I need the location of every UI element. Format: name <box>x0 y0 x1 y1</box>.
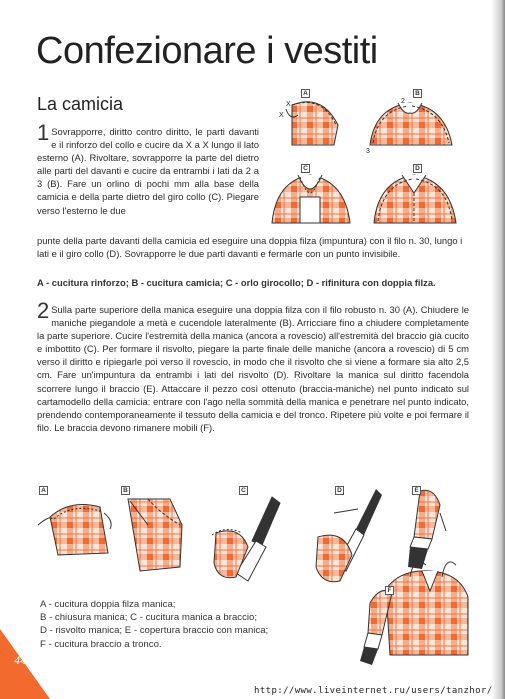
figure-top-a <box>286 102 338 145</box>
figure-label-bottom-f: F <box>385 586 394 595</box>
figure-label-bottom-c: C <box>239 486 248 495</box>
figure-mark-3: 3 <box>366 148 370 155</box>
figure-mark-x2: X <box>279 112 284 119</box>
figure-bottom-d <box>316 489 382 582</box>
section-subtitle: La camicia <box>37 94 124 114</box>
step2-legend <box>40 598 268 651</box>
figure-bottom-e <box>408 490 446 569</box>
step1-paragraph-a <box>37 120 259 217</box>
figure-label-top-d: D <box>413 164 422 173</box>
step2-paragraph <box>37 298 469 434</box>
step1-number: 1 <box>37 120 50 145</box>
legend-line: A - cucitura doppia filza manica; <box>40 599 176 610</box>
legend-line: B - chiusura manica; C - cucitura manica a braccio; <box>40 612 258 624</box>
figure-mark-x1: X <box>286 101 291 108</box>
figure-top-b <box>370 103 452 145</box>
legend-line: F - cucitura braccio a tronco. <box>40 638 162 650</box>
watermark-url: http://www.liveinternet.ru/users/tanzhor/ <box>254 686 493 696</box>
figure-label-bottom-e: E <box>412 486 421 495</box>
step2-text: Sulla parte superiore della manica eseguire una doppia filza con il filo robusto n. 30 (A). Chiudere le maniche piegandole a metà e cucendole lateralmente (B). Arricciare fino a chiudere completamente la parte superiore. Cucire l'estremità della manica (ancora a rovescio) all'estremità del braccio già cucito e imbottito (C). Per formare il risvolto, piegare la parte finale delle maniche (ancora a rovescio) di 5 cm verso il diritto e ripiegarle poi verso il rovescio, in modo che il risvolto che si viene a formare sia alto 2,5 cm. Fare un'impuntura da entrambi i lati del risvolto (D). Rivoltare la manica sul diritto facendola scorrere lungo il braccio (E). Attaccare il pezzo così ottenuto (braccia-maniche) nel punto indicato sul cartamodello della camicia: entrare con l'ago nella sommità della manica e penetrare nel punto indicato, prendendo contemporaneamente il tessuto della camicia e del tronco. Ripetere più volte e poi fermare il filo. Le braccia devono rimanere mobili (F). <box>37 304 469 433</box>
page-number: 44 <box>14 655 27 667</box>
step1-legend: A - cucitura rinforzo; B - cucitura camicia; C - orlo girocollo; D - rifinitura con doppia filza. <box>37 277 436 288</box>
figure-bottom-a <box>38 505 111 555</box>
figure-label-top-c: C <box>301 164 310 173</box>
figure-label-bottom-b: B <box>121 486 130 495</box>
figure-label-bottom-d: D <box>335 486 344 495</box>
step1-paragraph-b: punte della parte davanti della camicia ed eseguire una doppia filza (impuntura) con il filo n. 30, lungo i lati e il giro collo (D). Sovrapporre le due parti davanti e fermarle con un punto invisibile. <box>37 235 463 260</box>
figure-top-d <box>374 175 456 223</box>
step1-text-a: Sovrapporre, diritto contro diritto, le parti davanti e il rinforzo del collo e cucire da X a X lungo il lato esterno (A). Rivoltare, sovrapporre la parte del dietro alle parti del davanti e cucire da entrambi i lati da 2 a 3 (B). Fare un orlino di pochi mm alla base della camicia e della parte dietro del giro collo (C). Piegare verso l'esterno le due <box>37 126 259 216</box>
figure-label-bottom-a: A <box>39 486 48 495</box>
figure-label-top-b: B <box>413 89 422 98</box>
step2-number: 2 <box>37 298 50 323</box>
book-spine-shadow <box>491 0 505 699</box>
figure-bottom-f <box>360 562 468 665</box>
figure-bottom-b <box>128 499 182 571</box>
figure-label-top-a: A <box>301 89 310 98</box>
figure-top-c <box>272 175 350 223</box>
step1-figures <box>270 85 465 230</box>
figure-mark-2: 2 <box>401 98 405 105</box>
legend-line: D - risvolto manica; E - copertura braccio con manica; <box>40 625 269 637</box>
page-title: Confezionare i vestiti <box>36 30 378 72</box>
figure-bottom-c <box>212 497 280 581</box>
